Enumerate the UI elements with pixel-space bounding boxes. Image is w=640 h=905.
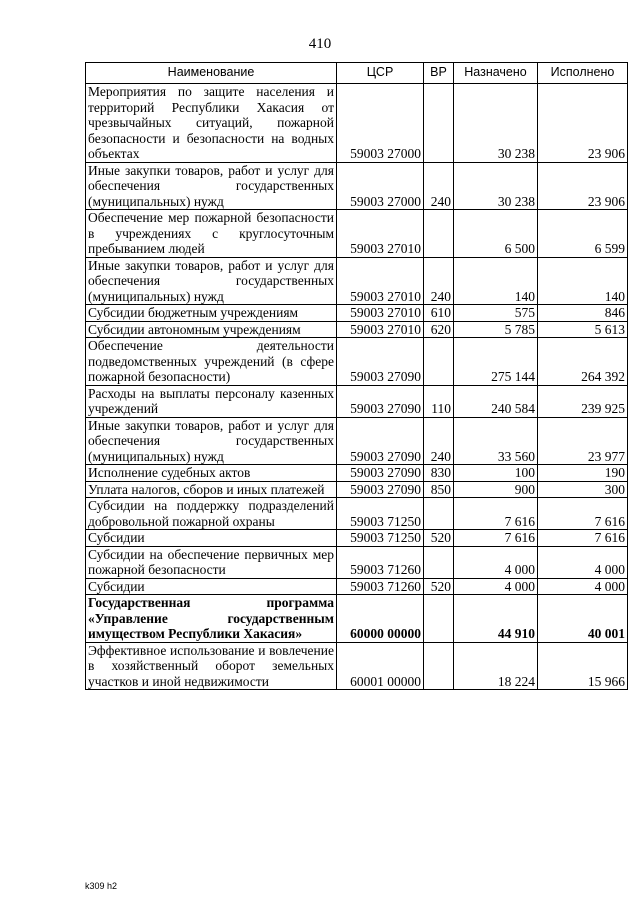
table-row — [86, 257, 628, 305]
cell-assigned: 7 616 — [454, 530, 538, 547]
table-row — [86, 84, 628, 163]
cell-vr — [424, 84, 454, 163]
table-row — [86, 498, 628, 530]
table-body — [86, 84, 628, 690]
cell-executed: 7 616 — [538, 530, 628, 547]
cell-name: Субсидии на поддержку подразделений добровольной пожарной охраны — [86, 498, 337, 530]
cell-executed: 23 906 — [538, 84, 628, 163]
cell-assigned: 6 500 — [454, 210, 538, 258]
header-name: Наименование — [86, 63, 337, 84]
cell-vr: 830 — [424, 465, 454, 482]
header-executed: Исполнено — [538, 63, 628, 84]
cell-assigned: 44 910 — [454, 595, 538, 643]
cell-assigned: 275 144 — [454, 338, 538, 386]
cell-assigned: 240 584 — [454, 385, 538, 417]
cell-assigned: 30 238 — [454, 84, 538, 163]
cell-csr: 59003 71250 — [337, 530, 424, 547]
header-vr: ВР — [424, 63, 454, 84]
cell-csr: 60000 00000 — [337, 595, 424, 643]
cell-executed: 23 906 — [538, 162, 628, 210]
cell-name: Эффективное использование и вовлечение в хозяйственный оборот земельных участков и иной недвижимости — [86, 642, 337, 690]
cell-vr: 620 — [424, 321, 454, 338]
header-assigned: Назначено — [454, 63, 538, 84]
cell-csr: 59003 27010 — [337, 257, 424, 305]
cell-name: Иные закупки товаров, работ и услуг для обеспечения государственных (муниципальных) нужд — [86, 162, 337, 210]
cell-executed: 239 925 — [538, 385, 628, 417]
cell-assigned: 575 — [454, 305, 538, 322]
table-row — [86, 385, 628, 417]
cell-vr — [424, 498, 454, 530]
cell-assigned: 900 — [454, 481, 538, 498]
table-row — [86, 210, 628, 258]
cell-executed: 23 977 — [538, 417, 628, 465]
cell-vr: 240 — [424, 162, 454, 210]
cell-assigned: 100 — [454, 465, 538, 482]
table-row — [86, 530, 628, 547]
cell-csr: 59003 27090 — [337, 417, 424, 465]
cell-executed: 846 — [538, 305, 628, 322]
cell-vr: 850 — [424, 481, 454, 498]
cell-name: Иные закупки товаров, работ и услуг для обеспечения государственных (муниципальных) нужд — [86, 257, 337, 305]
table-row — [86, 162, 628, 210]
cell-name: Субсидии — [86, 530, 337, 547]
budget-table — [85, 62, 628, 690]
cell-name: Иные закупки товаров, работ и услуг для обеспечения государственных (муниципальных) нужд — [86, 417, 337, 465]
cell-name: Обеспечение деятельности подведомственных учреждений (в сфере пожарной безопасности) — [86, 338, 337, 386]
cell-executed: 140 — [538, 257, 628, 305]
table-row — [86, 642, 628, 690]
footer-code: k309 h2 — [85, 881, 118, 891]
cell-vr: 520 — [424, 530, 454, 547]
cell-executed: 190 — [538, 465, 628, 482]
cell-assigned: 4 000 — [454, 546, 538, 578]
cell-executed: 4 000 — [538, 578, 628, 595]
cell-csr: 59003 27090 — [337, 338, 424, 386]
cell-executed: 6 599 — [538, 210, 628, 258]
cell-name: Мероприятия по защите населения и территорий Республики Хакасия от чрезвычайных ситуаций, пожарной безопасности и безопасности на водных объектах — [86, 84, 337, 163]
cell-vr: 610 — [424, 305, 454, 322]
cell-name: Исполнение судебных актов — [86, 465, 337, 482]
cell-assigned: 140 — [454, 257, 538, 305]
cell-vr — [424, 338, 454, 386]
cell-executed: 264 392 — [538, 338, 628, 386]
cell-assigned: 4 000 — [454, 578, 538, 595]
table-row — [86, 578, 628, 595]
cell-csr: 59003 27090 — [337, 465, 424, 482]
cell-executed: 4 000 — [538, 546, 628, 578]
cell-csr: 59003 27010 — [337, 305, 424, 322]
cell-name: Субсидии — [86, 578, 337, 595]
table-row — [86, 465, 628, 482]
cell-assigned: 5 785 — [454, 321, 538, 338]
cell-executed: 7 616 — [538, 498, 628, 530]
cell-assigned: 33 560 — [454, 417, 538, 465]
cell-csr: 59003 27010 — [337, 321, 424, 338]
cell-name: Субсидии на обеспечение первичных мер пожарной безопасности — [86, 546, 337, 578]
cell-csr: 60001 00000 — [337, 642, 424, 690]
cell-executed: 300 — [538, 481, 628, 498]
table-row — [86, 481, 628, 498]
cell-vr — [424, 210, 454, 258]
cell-name: Уплата налогов, сборов и иных платежей — [86, 481, 337, 498]
cell-executed: 5 613 — [538, 321, 628, 338]
cell-name: Обеспечение мер пожарной безопасности в учреждениях с круглосуточным пребыванием людей — [86, 210, 337, 258]
table-row — [86, 305, 628, 322]
cell-assigned: 18 224 — [454, 642, 538, 690]
cell-csr: 59003 27090 — [337, 481, 424, 498]
page-number: 410 — [308, 36, 332, 52]
table-row — [86, 417, 628, 465]
cell-vr: 520 — [424, 578, 454, 595]
cell-name: Расходы на выплаты персоналу казенных учреждений — [86, 385, 337, 417]
cell-csr: 59003 27090 — [337, 385, 424, 417]
cell-name: Субсидии бюджетным учреждениям — [86, 305, 337, 322]
cell-vr: 240 — [424, 257, 454, 305]
cell-name: Субсидии автономным учреждениям — [86, 321, 337, 338]
cell-csr: 59003 71260 — [337, 546, 424, 578]
cell-vr — [424, 595, 454, 643]
table-row — [86, 595, 628, 643]
cell-csr: 59003 27010 — [337, 210, 424, 258]
table-header-row — [86, 63, 628, 84]
cell-csr: 59003 71250 — [337, 498, 424, 530]
table-row — [86, 338, 628, 386]
cell-name: Государственная программа «Управление государственным имуществом Республики Хакасия» — [86, 595, 337, 643]
cell-csr: 59003 27000 — [337, 84, 424, 163]
cell-csr: 59003 27000 — [337, 162, 424, 210]
table-row — [86, 546, 628, 578]
cell-vr: 110 — [424, 385, 454, 417]
cell-csr: 59003 71260 — [337, 578, 424, 595]
cell-vr — [424, 546, 454, 578]
cell-executed: 15 966 — [538, 642, 628, 690]
header-csr: ЦСР — [337, 63, 424, 84]
cell-vr — [424, 642, 454, 690]
table-row — [86, 321, 628, 338]
cell-executed: 40 001 — [538, 595, 628, 643]
cell-vr: 240 — [424, 417, 454, 465]
cell-assigned: 30 238 — [454, 162, 538, 210]
cell-assigned: 7 616 — [454, 498, 538, 530]
